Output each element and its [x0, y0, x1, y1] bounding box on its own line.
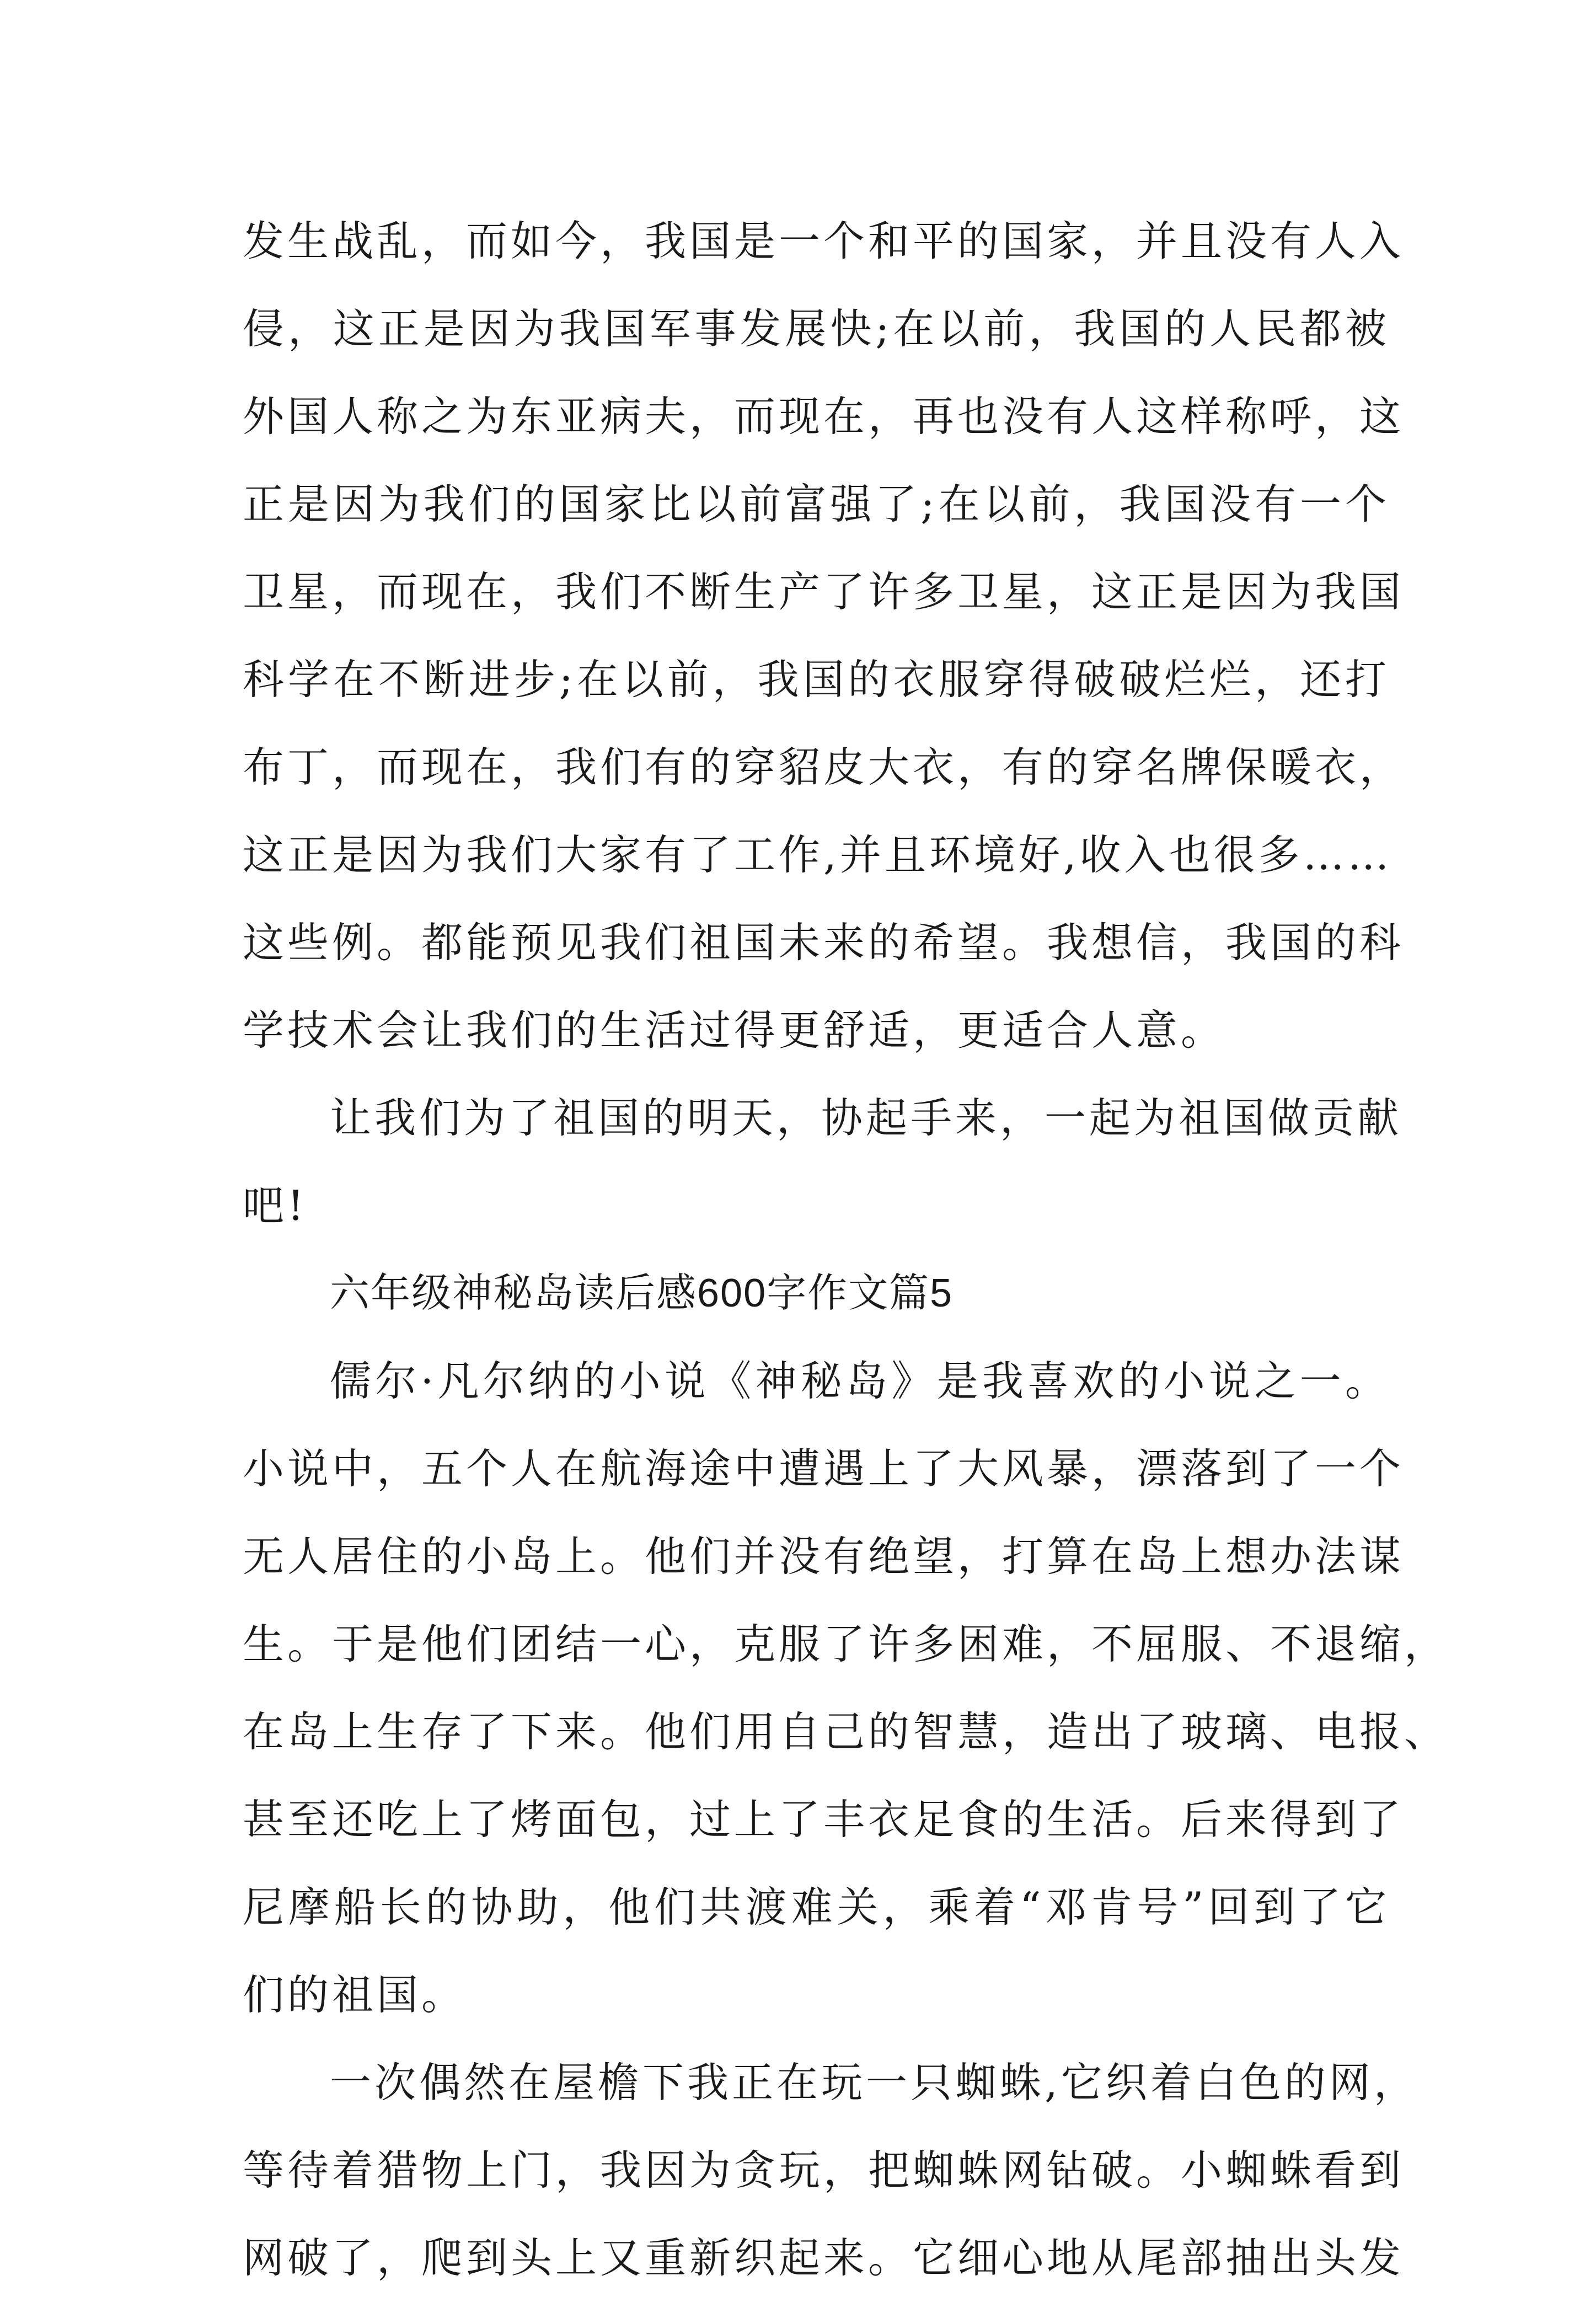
- text-line: 尼摩船长的协助，他们共渡难关，乘着“邓肯号”回到了它: [243, 1883, 1390, 1931]
- text-line: 学技术会让我们的生活过得更舒适，更适合人意。: [243, 1006, 1226, 1054]
- text-line: 甚至还吃上了烤面包，过上了丰衣足食的生活。后来得到了: [243, 1795, 1405, 1844]
- paragraph: [243, 1337, 1449, 2039]
- text-line: 侵，这正是因为我国军事发展快;在以前，我国的人民都被: [243, 304, 1390, 353]
- text-line: 小说中，五个人在航海途中遭遇上了大风暴，漂落到了一个: [243, 1444, 1405, 1493]
- paragraph: [243, 197, 1405, 1074]
- text-line: 这些例。都能预见我们祖国未来的希望。我想信，我国的科: [243, 918, 1405, 967]
- text-line: 布丁，而现在，我们有的穿貂皮大衣，有的穿名牌保暖衣，: [243, 743, 1405, 791]
- text-line: 吧!: [243, 1181, 308, 1230]
- text-line: 科学在不断进步;在以前，我国的衣服穿得破破烂烂，还打: [243, 655, 1390, 704]
- section-heading: [243, 1250, 1390, 1337]
- text-line: 们的祖国。: [243, 1971, 467, 2019]
- text-line: 外国人称之为东亚病夫，而现在，再也没有人这样称呼，这: [243, 392, 1405, 441]
- text-line: 网破了，爬到头上又重新织起来。它细心地从尾部抽出头发: [243, 2234, 1405, 2282]
- document-body: [243, 197, 1449, 2302]
- text-line: 发生战乱，而如今，我国是一个和平的国家，并且没有人入: [243, 217, 1405, 265]
- text-line: 这正是因为我们大家有了工作,并且环境好,收入也很多……: [243, 831, 1393, 879]
- text-line: 生。于是他们团结一心，克服了许多困难，不屈服、不退缩，: [243, 1620, 1449, 1668]
- text-line: 一次偶然在屋檐下我正在玩一只蜘蛛,它织着白色的网，: [330, 2058, 1418, 2107]
- text-line: 等待着猎物上门，我因为贪玩，把蜘蛛网钻破。小蜘蛛看到: [243, 2146, 1405, 2194]
- text-line: 儒尔·凡尔纳的小说《神秘岛》是我喜欢的小说之一。: [330, 1357, 1390, 1405]
- text-line: 让我们为了祖国的明天，协起手来，一起为祖国做贡献: [330, 1094, 1402, 1142]
- paragraph: [243, 2039, 1418, 2302]
- paragraph: [243, 1074, 1402, 1250]
- text-line: 正是因为我们的国家比以前富强了;在以前，我国没有一个: [243, 480, 1390, 528]
- heading-text: 六年级神秘岛读后感600字作文篇5: [330, 1271, 954, 1315]
- text-line: 卫星，而现在，我们不断生产了许多卫星，这正是因为我国: [243, 568, 1405, 616]
- text-line: 无人居住的小岛上。他们并没有绝望，打算在岛上想办法谋: [243, 1532, 1405, 1581]
- text-line: 在岛上生存了下来。他们用自己的智慧，造出了玻璃、电报、: [243, 1707, 1449, 1756]
